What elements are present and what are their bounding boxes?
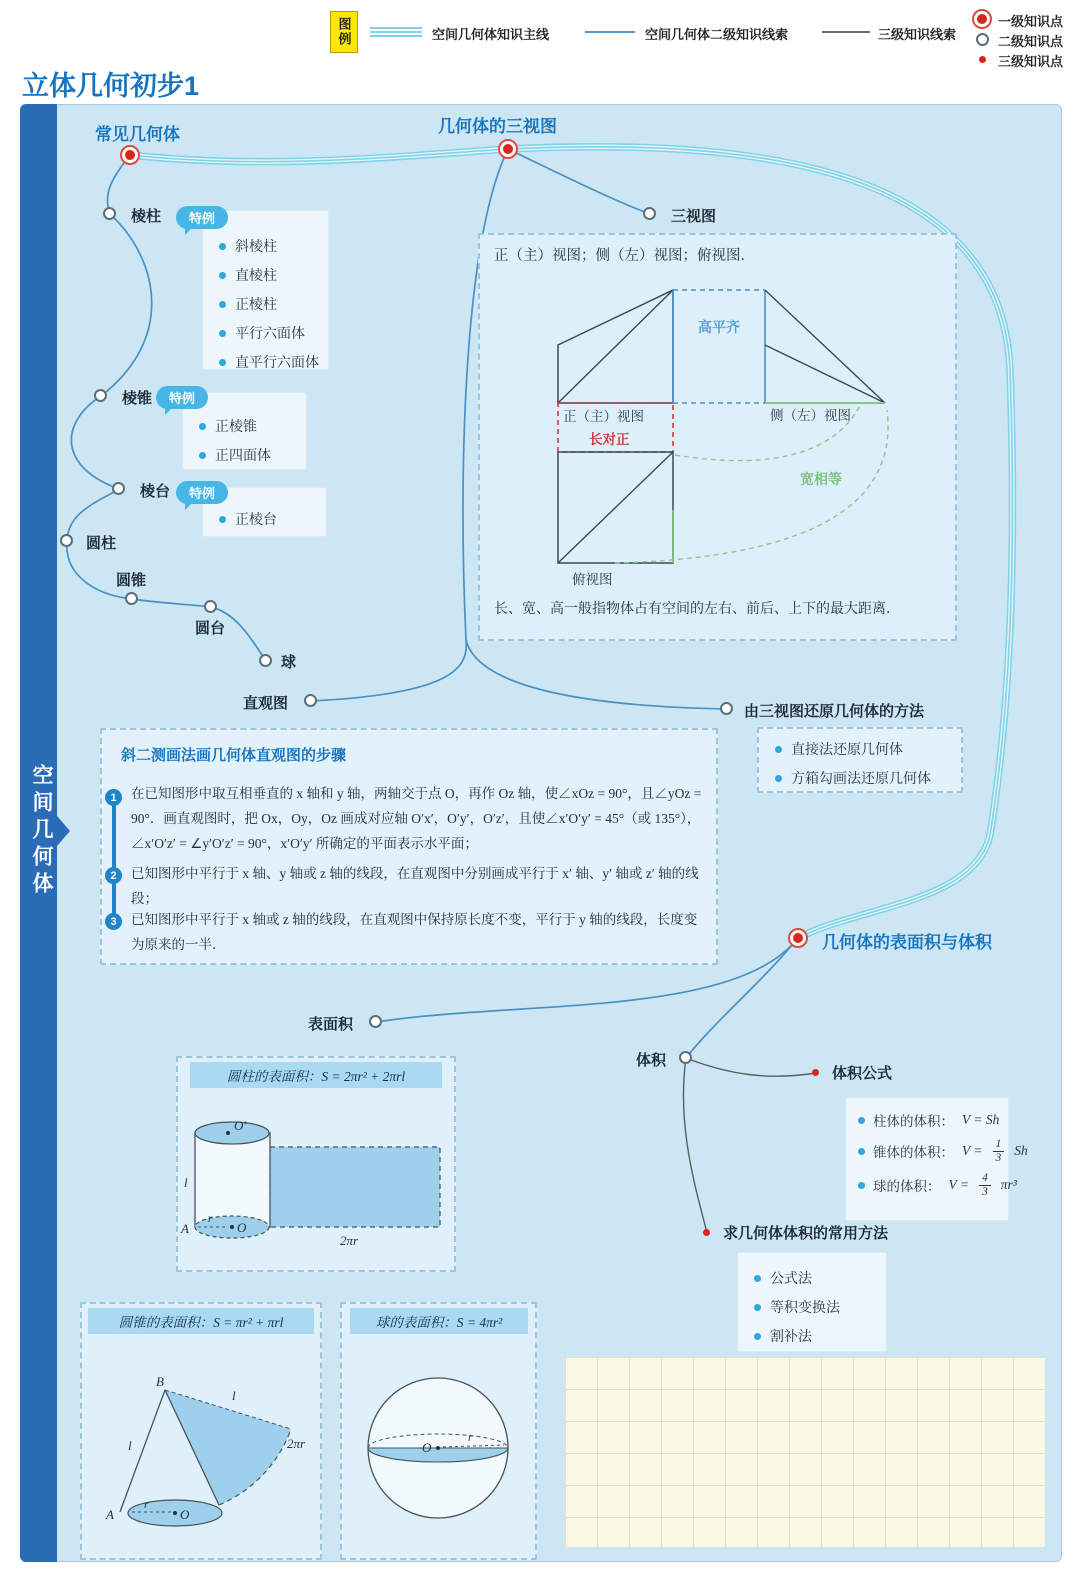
list-item bbox=[775, 768, 961, 788]
node-label-cylinder: 圆柱 bbox=[86, 535, 117, 552]
three-views-diagram bbox=[478, 270, 957, 595]
label-r: r bbox=[208, 1213, 213, 1225]
list-item bbox=[219, 352, 328, 372]
three-views-header: 正（主）视图；侧（左）视图；俯视图． bbox=[494, 248, 755, 264]
formula-value: Sh bbox=[1014, 1143, 1028, 1159]
side-view-slant1 bbox=[765, 290, 885, 403]
node-common-solids bbox=[120, 145, 140, 165]
list-item bbox=[219, 509, 326, 529]
node-three-views bbox=[643, 207, 656, 220]
label-a: A bbox=[181, 1221, 189, 1236]
list-item bbox=[754, 1268, 886, 1288]
unrolled-rect bbox=[270, 1147, 440, 1227]
sidebar-label: 空间几何体 bbox=[30, 764, 53, 899]
formula-name: 球的体积： bbox=[873, 1179, 941, 1195]
node-label-surface-area: 表面积 bbox=[308, 1016, 354, 1033]
node-surface-volume bbox=[788, 928, 808, 948]
label-o-prime: O′ bbox=[234, 1118, 247, 1133]
node-restore bbox=[720, 702, 733, 715]
front-view-diagonal bbox=[558, 290, 673, 403]
node-cone-frustum bbox=[204, 600, 217, 613]
bullet-dot-icon bbox=[775, 775, 782, 782]
node-label-volume: 体积 bbox=[636, 1052, 667, 1069]
steps-connector bbox=[112, 800, 116, 922]
node-three-views-main bbox=[498, 139, 518, 159]
list-item bbox=[219, 236, 328, 256]
node-cylinder bbox=[60, 534, 73, 547]
step-3-text: 已知图形中平行于 x 轴或 z 轴的线段，在直观图中保持原长度不变，平行于 y 轴的线段，长度变为原来的一半． bbox=[131, 912, 698, 952]
width-arc-outer bbox=[615, 410, 888, 563]
node-label-sphere: 球 bbox=[281, 654, 297, 671]
bullet-dot-icon bbox=[199, 423, 206, 430]
legend-level2-point-icon bbox=[976, 33, 989, 46]
list-item bbox=[199, 416, 306, 436]
bullet-dot-icon bbox=[754, 1304, 761, 1311]
cone-surface-title: 圆锥的表面积：S = πr² + πrl bbox=[88, 1308, 314, 1334]
side-view-slant2 bbox=[765, 345, 885, 403]
top-view-label: 俯视图 bbox=[572, 572, 613, 587]
bullet-dot-icon bbox=[219, 330, 226, 337]
restore-method-label: 方箱勾画法还原几何体 bbox=[791, 772, 931, 787]
legend-tertiary-line-label: 三级知识线索 bbox=[878, 27, 957, 42]
special-case-badge: 特例 bbox=[156, 386, 208, 409]
prism-example-label: 斜棱柱 bbox=[235, 240, 277, 255]
fraction-denominator: 3 bbox=[982, 1186, 988, 1199]
node-label-common-solids: 常见几何体 bbox=[95, 125, 180, 144]
bottom-center-dot bbox=[230, 1225, 234, 1229]
node-cone bbox=[125, 592, 138, 605]
frustum-example-label: 正棱台 bbox=[235, 513, 277, 528]
bullet-dot-icon bbox=[219, 272, 226, 279]
node-label-surface-volume: 几何体的表面积与体积 bbox=[822, 933, 992, 952]
cylinder-body bbox=[195, 1133, 270, 1227]
node-label-frustum: 棱台 bbox=[140, 483, 171, 500]
node-label-prism: 棱柱 bbox=[131, 208, 162, 225]
oblique-steps-title: 斜二测画法画几何体直观图的步骤 bbox=[121, 747, 347, 764]
node-label-pyramid: 棱锥 bbox=[122, 390, 153, 407]
bullet-dot-icon bbox=[858, 1182, 865, 1189]
volume-formula-title: 体积公式 bbox=[832, 1065, 893, 1082]
label-r: r bbox=[468, 1432, 473, 1444]
legend-level1-point-label: 一级知识点 bbox=[998, 14, 1064, 29]
bullet-dot-icon bbox=[199, 452, 206, 459]
prism-examples-box bbox=[202, 210, 329, 370]
page-title: 立体几何初步1 bbox=[22, 71, 200, 101]
label-l: l bbox=[128, 1438, 132, 1453]
list-item bbox=[219, 265, 328, 285]
volume-methods-box bbox=[737, 1252, 887, 1352]
prism-example-label: 正棱柱 bbox=[235, 298, 277, 313]
sphere-diagram bbox=[344, 1338, 534, 1556]
legend-level1-point-icon bbox=[972, 9, 992, 29]
volume-formula-box bbox=[845, 1097, 1028, 1221]
legend-level2-point-label: 二级知识点 bbox=[998, 34, 1064, 49]
cylinder-unroll-diagram bbox=[180, 1092, 452, 1268]
list-item bbox=[199, 445, 306, 465]
fraction-denominator: 3 bbox=[995, 1152, 1002, 1165]
side-view-label: 侧（左）视图 bbox=[770, 408, 851, 423]
step-2-marker: 2 bbox=[105, 867, 122, 884]
node-label-intuitive: 直观图 bbox=[243, 695, 289, 712]
sphere-surface-title: 球的表面积：S = 4πr² bbox=[350, 1308, 528, 1334]
note-grid bbox=[565, 1357, 1045, 1547]
node-sphere bbox=[259, 654, 272, 667]
label-l: l bbox=[184, 1175, 188, 1190]
node-volume bbox=[679, 1051, 692, 1064]
step-1-text: 在已知图形中取互相垂直的 x 轴和 y 轴，两轴交于点 O，再作 Oz 轴，使∠xOz = 90°，且∠yOz = 90°．画直观图时，把 Ox，Oy，Oz 画成对应轴 O′x′，O′y′，O′z′，且使∠x′O′y′ = 45°（或 135°），∠x′O′z′ = ∠y′O′z′ = 90°，x′O′y′ 所确定的平面表示水平面； bbox=[131, 786, 702, 851]
label-a: A bbox=[106, 1507, 114, 1522]
pyramid-example-label: 正棱锥 bbox=[215, 420, 257, 435]
formula-value: V = Sh bbox=[962, 1112, 1000, 1127]
formula-value: V = bbox=[962, 1143, 983, 1159]
three-views-footer: 长、宽、高一般指物体占有空间的左右、前后、上下的最大距离． bbox=[494, 602, 900, 617]
fraction bbox=[979, 1172, 991, 1198]
bullet-dot-icon bbox=[754, 1333, 761, 1340]
label-o: O bbox=[422, 1440, 432, 1455]
step-2-text: 已知图形中平行于 x 轴、y 轴或 z 轴的线段，在直观图中分别画成平行于 x′ 轴、y′ 轴或 z′ 轴的线段； bbox=[131, 866, 699, 906]
node-label-three-views-main: 几何体的三视图 bbox=[438, 117, 557, 136]
node-surface-area bbox=[369, 1015, 382, 1028]
method-label: 割补法 bbox=[770, 1330, 812, 1345]
unrolled-sector bbox=[165, 1390, 291, 1505]
base-center-dot bbox=[173, 1511, 177, 1515]
special-case-badge: 特例 bbox=[176, 206, 228, 229]
sidebar-arrow bbox=[57, 816, 70, 846]
node-pyramid bbox=[94, 389, 107, 402]
list-item bbox=[219, 294, 328, 314]
bullet-dot-icon bbox=[219, 359, 226, 366]
formula-value: V = bbox=[948, 1177, 969, 1193]
node-prism bbox=[103, 207, 116, 220]
bullet-dot-icon bbox=[219, 516, 226, 523]
bullet-dot-icon bbox=[775, 746, 782, 753]
pyramid-example-label: 正四面体 bbox=[215, 449, 271, 464]
node-label-cone: 圆锥 bbox=[116, 572, 147, 589]
node-volume-methods bbox=[703, 1229, 710, 1236]
step-1-marker: 1 bbox=[105, 789, 122, 806]
label-r: r bbox=[144, 1499, 149, 1511]
special-case-badge: 特例 bbox=[176, 481, 228, 504]
step-3-marker: 3 bbox=[105, 913, 122, 930]
bullet-dot-icon bbox=[858, 1117, 865, 1124]
label-b: B bbox=[156, 1374, 164, 1389]
legend-secondary-line-sample bbox=[585, 31, 635, 33]
label-o: O bbox=[237, 1220, 247, 1235]
list-item bbox=[754, 1326, 886, 1346]
label-arc: 2πr bbox=[340, 1233, 359, 1248]
node-intuitive bbox=[304, 694, 317, 707]
cylinder-surface-title: 圆柱的表面积：S = 2πr² + 2πrl bbox=[190, 1062, 442, 1088]
restore-methods-box bbox=[757, 727, 963, 793]
bullet-dot-icon bbox=[858, 1148, 865, 1155]
legend-level3-point-label: 三级知识点 bbox=[998, 54, 1064, 69]
list-item bbox=[858, 1138, 1028, 1165]
cone-left-slant bbox=[120, 1390, 165, 1512]
bullet-dot-icon bbox=[219, 243, 226, 250]
label-l-mid: l bbox=[232, 1388, 236, 1403]
prism-example-label: 直棱柱 bbox=[235, 269, 277, 284]
list-item bbox=[858, 1110, 1008, 1130]
top-view-diagonal bbox=[558, 452, 673, 563]
front-view-label: 正（主）视图 bbox=[563, 409, 644, 424]
node-volume-formula bbox=[812, 1069, 819, 1076]
label-arc: 2πr bbox=[287, 1436, 306, 1451]
label-o: O bbox=[180, 1507, 190, 1522]
node-label-cone-frustum: 圆台 bbox=[195, 620, 226, 637]
list-item bbox=[775, 739, 961, 759]
volume-methods-title: 求几何体体积的常用方法 bbox=[723, 1225, 889, 1242]
node-frustum bbox=[112, 482, 125, 495]
sphere-center-dot bbox=[436, 1446, 440, 1450]
bullet-dot-icon bbox=[754, 1275, 761, 1282]
legend-box: 图例 bbox=[330, 11, 358, 53]
legend-main-line-label: 空间几何体知识主线 bbox=[432, 27, 550, 42]
method-label: 等积变换法 bbox=[770, 1301, 840, 1316]
cylinder-top-ellipse bbox=[195, 1122, 269, 1144]
list-item bbox=[219, 323, 328, 343]
prism-example-label: 平行六面体 bbox=[235, 327, 305, 342]
top-center-dot bbox=[226, 1131, 230, 1135]
height-rule-label: 高平齐 bbox=[698, 321, 740, 336]
legend-level3-point-icon bbox=[979, 56, 986, 63]
legend-tertiary-line-sample bbox=[822, 31, 870, 33]
fraction-numerator: 4 bbox=[979, 1172, 991, 1186]
node-label-three-views: 三视图 bbox=[671, 208, 717, 225]
bullet-dot-icon bbox=[219, 301, 226, 308]
legend-main-line-sample bbox=[370, 27, 422, 37]
node-label-restore: 由三视图还原几何体的方法 bbox=[744, 703, 925, 720]
fraction-numerator: 1 bbox=[993, 1138, 1005, 1152]
length-rule-label: 长对正 bbox=[589, 432, 630, 447]
method-label: 公式法 bbox=[770, 1272, 812, 1287]
formula-name: 柱体的体积： bbox=[873, 1114, 954, 1129]
legend-secondary-line-label: 空间几何体二级知识线索 bbox=[645, 27, 789, 42]
list-item bbox=[858, 1172, 1017, 1199]
restore-method-label: 直接法还原几何体 bbox=[791, 743, 903, 758]
formula-name: 锥体的体积： bbox=[873, 1145, 954, 1161]
width-rule-label: 宽相等 bbox=[800, 473, 842, 488]
prism-example-label: 直平行六面体 bbox=[235, 356, 319, 371]
list-item bbox=[754, 1297, 886, 1317]
fraction bbox=[993, 1138, 1005, 1164]
cone-unroll-diagram bbox=[84, 1338, 318, 1556]
formula-value: πr³ bbox=[1000, 1177, 1017, 1193]
